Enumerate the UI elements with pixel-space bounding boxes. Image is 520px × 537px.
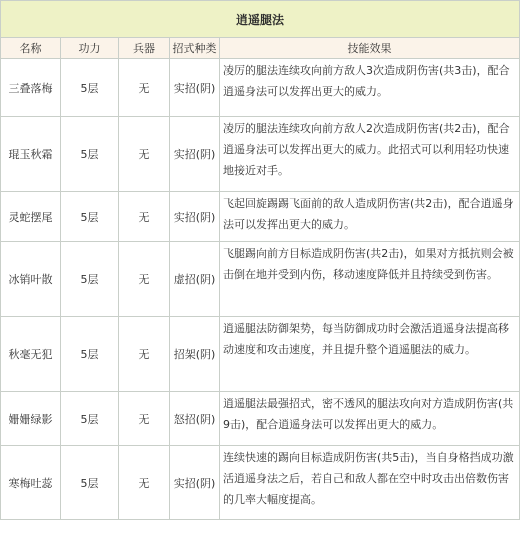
skill-weapon: 无: [119, 117, 170, 192]
table-header-row: [1, 38, 520, 59]
skill-name: 姗姗绿影: [1, 392, 61, 446]
skill-name: 秋毫无犯: [1, 317, 61, 392]
skill-weapon: 无: [119, 242, 170, 317]
header-weapon: 兵器: [119, 38, 170, 59]
skill-name: 冰销叶散: [1, 242, 61, 317]
skill-effect: 凌厉的腿法连续攻向前方敌人2次造成阴伤害(共2击)，配合逍遥身法可以发挥出更大的威力。此招式可以利用轻功快速地接近对手。: [220, 117, 520, 192]
skill-name: 寒梅吐蕊: [1, 446, 61, 520]
skill-type: 实招(阴): [170, 446, 220, 520]
skill-effect: 逍遥腿法最强招式，密不透风的腿法攻向对方造成阴伤害(共9击)，配合逍遥身法可以发挥出更大的威力。: [220, 392, 520, 446]
skill-name: 琨玉秋霜: [1, 117, 61, 192]
skill-effect: 逍遥腿法防御架势，每当防御成功时会激活逍遥身法提高移动速度和攻击速度，并且提升整个逍遥腿法的威力。: [220, 317, 520, 392]
skill-weapon: 无: [119, 192, 170, 242]
header-type: 招式种类: [170, 38, 220, 59]
table-row: [1, 192, 520, 242]
skill-effect: 飞起回旋踢踢飞面前的敌人造成阴伤害(共2击)，配合逍遥身法可以发挥出更大的威力。: [220, 192, 520, 242]
skill-name: 灵蛇摆尾: [1, 192, 61, 242]
table-row: [1, 446, 520, 520]
skill-power: 5层: [61, 392, 119, 446]
header-effect: 技能效果: [220, 38, 520, 59]
skill-type: 实招(阴): [170, 59, 220, 117]
header-power: 功力: [61, 38, 119, 59]
skill-power: 5层: [61, 446, 119, 520]
header-name: 名称: [1, 38, 61, 59]
skill-power: 5层: [61, 317, 119, 392]
skill-power: 5层: [61, 192, 119, 242]
skill-type: 虚招(阴): [170, 242, 220, 317]
skill-effect: 飞腿踢向前方目标造成阴伤害(共2击)，如果对方抵抗则会被击倒在地并受到内伤，移动速度降低并且持续受到伤害。: [220, 242, 520, 317]
skill-type: 实招(阴): [170, 117, 220, 192]
skill-power: 5层: [61, 242, 119, 317]
skill-power: 5层: [61, 59, 119, 117]
table-title-row: [1, 1, 520, 38]
skill-weapon: 无: [119, 392, 170, 446]
table-row: [1, 242, 520, 317]
skill-weapon: 无: [119, 446, 170, 520]
table-title: 逍遥腿法: [1, 1, 520, 38]
skill-effect: 凌厉的腿法连续攻向前方敌人3次造成阴伤害(共3击)，配合逍遥身法可以发挥出更大的威力。: [220, 59, 520, 117]
table-row: [1, 59, 520, 117]
skill-effect: 连续快速的踢向目标造成阴伤害(共5击)，当自身格挡成功激活逍遥身法之后，若自己和敌人都在空中时攻击出倍数伤害的几率大幅度提高。: [220, 446, 520, 520]
skill-weapon: 无: [119, 59, 170, 117]
table-row: [1, 117, 520, 192]
table-row: [1, 317, 520, 392]
skill-type: 实招(阴): [170, 192, 220, 242]
skill-type: 招架(阴): [170, 317, 220, 392]
skill-type: 怒招(阴): [170, 392, 220, 446]
skill-power: 5层: [61, 117, 119, 192]
skill-weapon: 无: [119, 317, 170, 392]
table-row: [1, 392, 520, 446]
skill-name: 三叠落梅: [1, 59, 61, 117]
